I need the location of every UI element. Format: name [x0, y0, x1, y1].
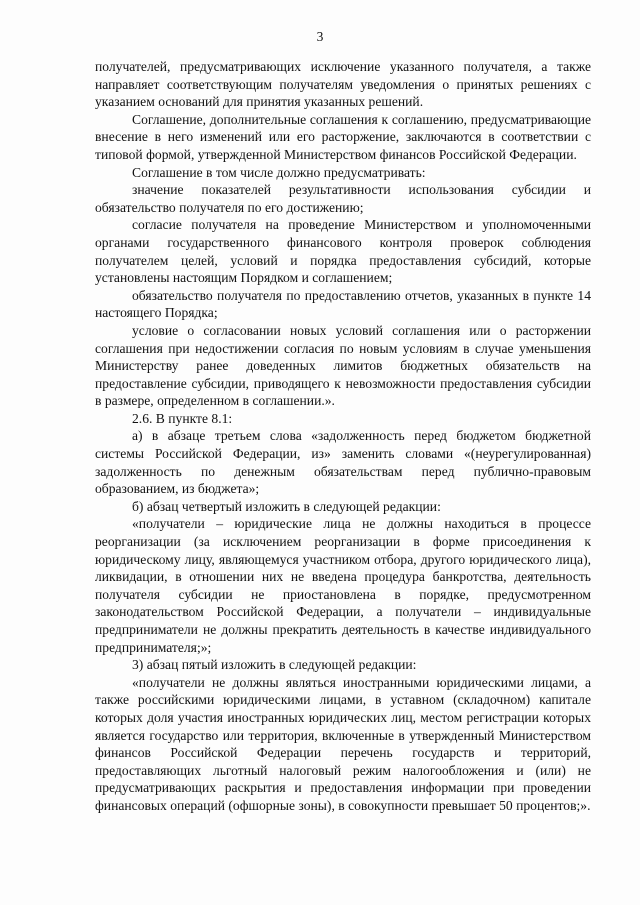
page-number: 3 — [316, 29, 324, 44]
paragraph-item-3: 3) абзац пятый изложить в следующей редакции: — [132, 657, 417, 673]
paragraph-agreement-standard-form: Соглашение, дополнительные соглашения к соглашению, предусматривающие внесение в него изменений или его расторжение, заключаются в соответствии с типовой формой, утвержденной Министерством финансов Российской Федерации. — [95, 111, 591, 162]
paragraph-legal-entities-requirement: «получатели – юридические лица не должны находиться в процессе реорганизации (за исключением реорганизации в форме присоединения к юридическому лицу, являющемуся участником отбора, другого юридического лица), ликвидации, в отношении них не введена процедура банкротства, деятельность получателя субсидии не приостановлена в порядке, предусмотренном законодательством Российской Федерации, а получатели – индивидуальные предприниматели не должны прекратить деятельность в качестве индивидуального предпринимателя;»; — [95, 516, 591, 655]
paragraph-audit-consent: согласие получателя на проведение Министерством и уполномоченными органами государственного финансового контроля проверок соблюдения получателем целей, условий и порядка предоставления субсидий, которые установлены настоящим Порядком и соглашением; — [95, 217, 591, 286]
paragraph-new-conditions: условие о согласовании новых условий соглашения или о расторжении соглашения при недостижении согласия по новым условиям в случае уменьшения Министерству ранее доведенных лимитов бюджетных обязательств на предоставление субсидии, приводящего к невозможности предоставления субсидии в размере, определенном в соглашении.». — [95, 322, 591, 409]
paragraph-reporting-obligation: обязательство получателя по предоставлению отчетов, указанных в пункте 14 настоящего Порядка; — [95, 287, 591, 321]
paragraph-clause-2-6: 2.6. В пункте 8.1: — [132, 410, 233, 426]
paragraph-foreign-entities-requirement: «получатели не должны являться иностранными юридическими лицами, а также российскими юридическими лицами, в уставном (складочном) капитале которых доля участия иностранных юридических лиц, местом регистрации которых является государство или территория, включенные в утвержденный Министерством финансов Российской Федерации перечень государств и территорий, предоставляющих льготный налоговый режим налогообложения и (или) не предусматривающих раскрытия и предоставления информации при проведении финансовых операций (офшорные зоны), в совокупности превышает 50 процентов;». — [95, 674, 591, 813]
paragraph-agreement-provisions-intro: Соглашение в том числе должно предусматривать: — [132, 164, 426, 180]
paragraph-performance-indicators: значение показателей результативности использования субсидии и обязательство получателя по его достижению; — [95, 182, 591, 215]
document-body — [95, 58, 591, 815]
paragraph-item-b: б) абзац четвертый изложить в следующей редакции: — [132, 498, 441, 514]
paragraph-recipients-exclusion: получателей, предусматривающих исключение указанного получателя, а также направляет соответствующим получателям уведомления о принятых решениях с указанием оснований для принятия указанных решений. — [95, 59, 591, 110]
paragraph-item-a: а) в абзаце третьем слова «задолженность перед бюджетом бюджетной системы Российской Федерации, из» заменить словами «(неурегулированная) задолженность по денежным обязательствам перед публично-правовым образованием, из бюджета»; — [95, 428, 591, 497]
